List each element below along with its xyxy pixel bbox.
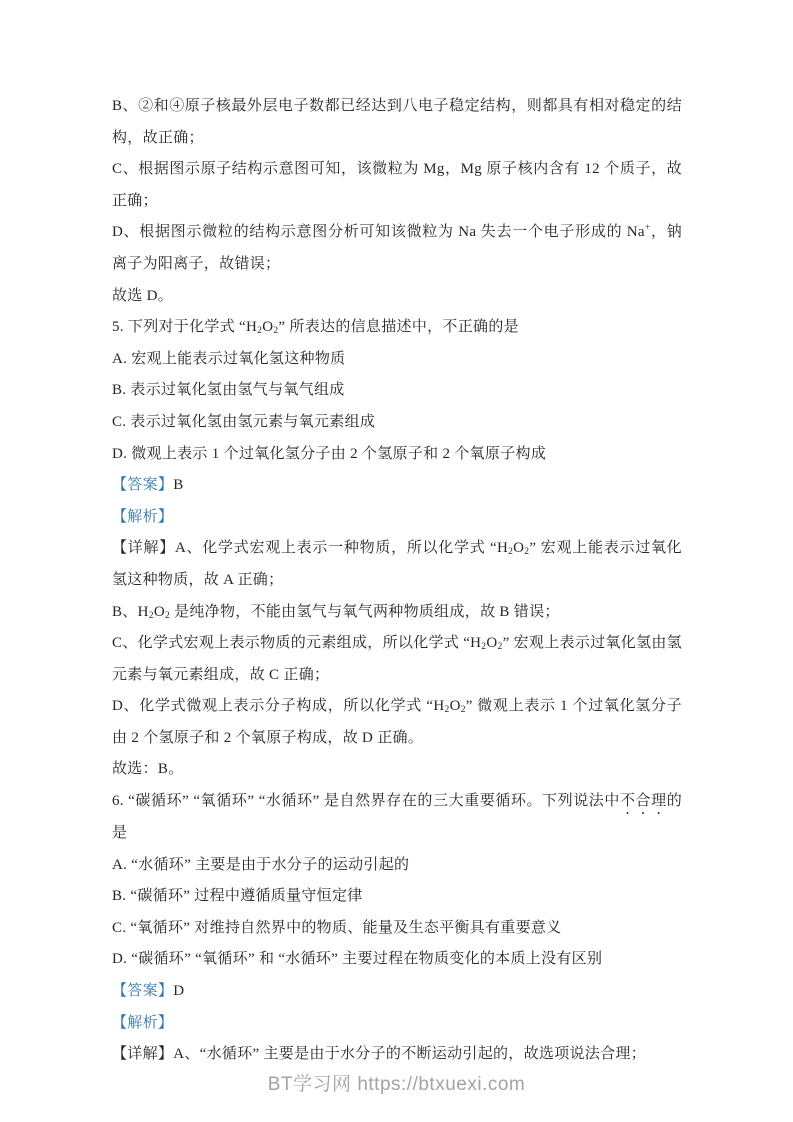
formula-subscript: 2 [508, 547, 514, 558]
section-label: 【答案】 [112, 983, 174, 1000]
q5-detail-d [112, 691, 682, 754]
formula-subscript: 2 [460, 705, 466, 716]
text-segment: 【详解】A、化学式宏观上表示一种物质，所以化学式 “H [112, 540, 509, 557]
section-label: 【解析】 [112, 508, 174, 525]
formula-subscript: 2 [524, 547, 530, 558]
q4-conclusion [112, 281, 682, 313]
text-segment: 故选 D。 [112, 287, 174, 304]
text-segment: C、根据图示原子结构示意图可知，该微粒为 Mg，Mg 原子核内含有 12 个质子，故正确； [112, 161, 682, 209]
text-segment: B. “碳循环” 过程中遵循质量守恒定律 [112, 888, 363, 905]
text-segment: B [173, 477, 184, 494]
text-segment: O [262, 319, 274, 336]
text-segment: 是纯净物，不能由氢气与氧气两种物质组成，故 B 错误； [170, 603, 560, 620]
q4-option-d-analysis [112, 217, 682, 280]
text-segment: 6. “碳循环” “氧循环” “水循环” 是自然界存在的三大重要循环。下列说法中 [112, 793, 620, 810]
ion-superscript: + [644, 223, 651, 234]
text-segment: D [173, 983, 185, 1000]
section-label: 【解析】 [112, 1014, 174, 1031]
text-segment: B. 表示过氧化氢由氢气与氧气组成 [112, 382, 345, 399]
text-segment: ” 宏观上能表示过氧化氢这种物质，故 A 正确； [112, 540, 682, 588]
formula-subscript: 2 [273, 326, 279, 337]
text-segment: O [486, 635, 498, 652]
q6-detail-a [112, 1039, 682, 1071]
text-segment: B、②和④原子核最外层电子数都已经达到八电子稳定结构，则都具有相对稳定的结构，故正确； [112, 98, 682, 146]
formula-subscript: 2 [481, 642, 487, 653]
text-segment: D、根据图示微粒的结构示意图分析可知该微粒为 Na 失去一个电子形成的 Na [112, 224, 645, 241]
formula-subscript: 2 [148, 610, 154, 621]
document-body [112, 91, 682, 1071]
q4-option-c-analysis [112, 154, 682, 217]
q5-conclusion [112, 754, 682, 786]
text-segment: D、化学式微观上表示分子构成，所以化学式 “H [112, 698, 445, 715]
q5-stem [112, 312, 682, 344]
text-segment: A. 宏观上能表示过氧化氢这种物质 [112, 350, 346, 367]
q5-analysis-label [112, 502, 682, 534]
text-segment: A. “水循环” 主要是由于水分子的运动引起的 [112, 856, 410, 873]
q6-answer [112, 976, 682, 1008]
text-segment: C. “氧循环” 对维持自然界中的物质、能量及生态平衡具有重要意义 [112, 919, 562, 936]
q5-option-a [112, 344, 682, 376]
formula-subscript: 2 [444, 705, 450, 716]
text-segment: ，钠离子为阳离子，故错误； [112, 224, 682, 272]
q6-stem [112, 786, 682, 850]
text-segment: ” 宏观上表示过氧化氢由氢元素与氧元素组成，故 C 正确； [112, 635, 682, 683]
text-segment: O [449, 698, 461, 715]
q5-option-c [112, 407, 682, 439]
formula-subscript: 2 [257, 326, 263, 337]
q5-detail-b [112, 597, 682, 629]
text-segment: 【详解】A、“水循环” 主要是由于水分子的不断运动引起的，故选项说法合理； [112, 1046, 647, 1063]
formula-subscript: 2 [164, 610, 171, 621]
q6-option-b [112, 881, 682, 913]
text-segment: 的是 [112, 793, 683, 842]
watermark-footer: BT学习网 https://btxuexi.com [267, 1074, 526, 1095]
text-segment: C. 表示过氧化氢由氢元素与氧元素组成 [112, 413, 376, 430]
q5-answer [112, 470, 682, 502]
q5-option-b [112, 375, 682, 407]
q6-option-c [112, 913, 682, 945]
text-segment: ” 所表达的信息描述中，不正确的是 [278, 319, 519, 336]
q5-option-d [112, 439, 682, 471]
q6-option-a [112, 850, 682, 882]
section-label: 【答案】 [112, 477, 174, 494]
text-segment: D. 微观上表示 1 个过氧化氢分子由 2 个氢原子和 2 个氧原子构成 [112, 445, 547, 462]
text-segment: ” 微观上表示 1 个过氧化氢分子由 2 个氢原子和 2 个氧原子构成，故 D 正确。 [112, 698, 682, 746]
text-segment: D. “碳循环” “氧循环” 和 “水循环” 主要过程在物质变化的本质上没有区别 [112, 951, 603, 968]
q6-option-d [112, 944, 682, 976]
emphasized-text: 不合理 [619, 793, 667, 810]
text-segment: C、化学式宏观上表示物质的元素组成，所以化学式 “H [112, 635, 482, 652]
text-segment: 故选：B。 [112, 761, 184, 778]
text-segment: B、H [112, 603, 149, 620]
q5-detail-a [112, 533, 682, 596]
text-segment: O [153, 603, 165, 620]
text-segment: 5. 下列对于化学式 “H [112, 319, 258, 336]
q5-detail-c [112, 628, 682, 691]
q6-analysis-label [112, 1008, 682, 1040]
text-segment: O [513, 540, 525, 557]
q4-option-b-analysis [112, 91, 682, 154]
formula-subscript: 2 [497, 642, 503, 653]
